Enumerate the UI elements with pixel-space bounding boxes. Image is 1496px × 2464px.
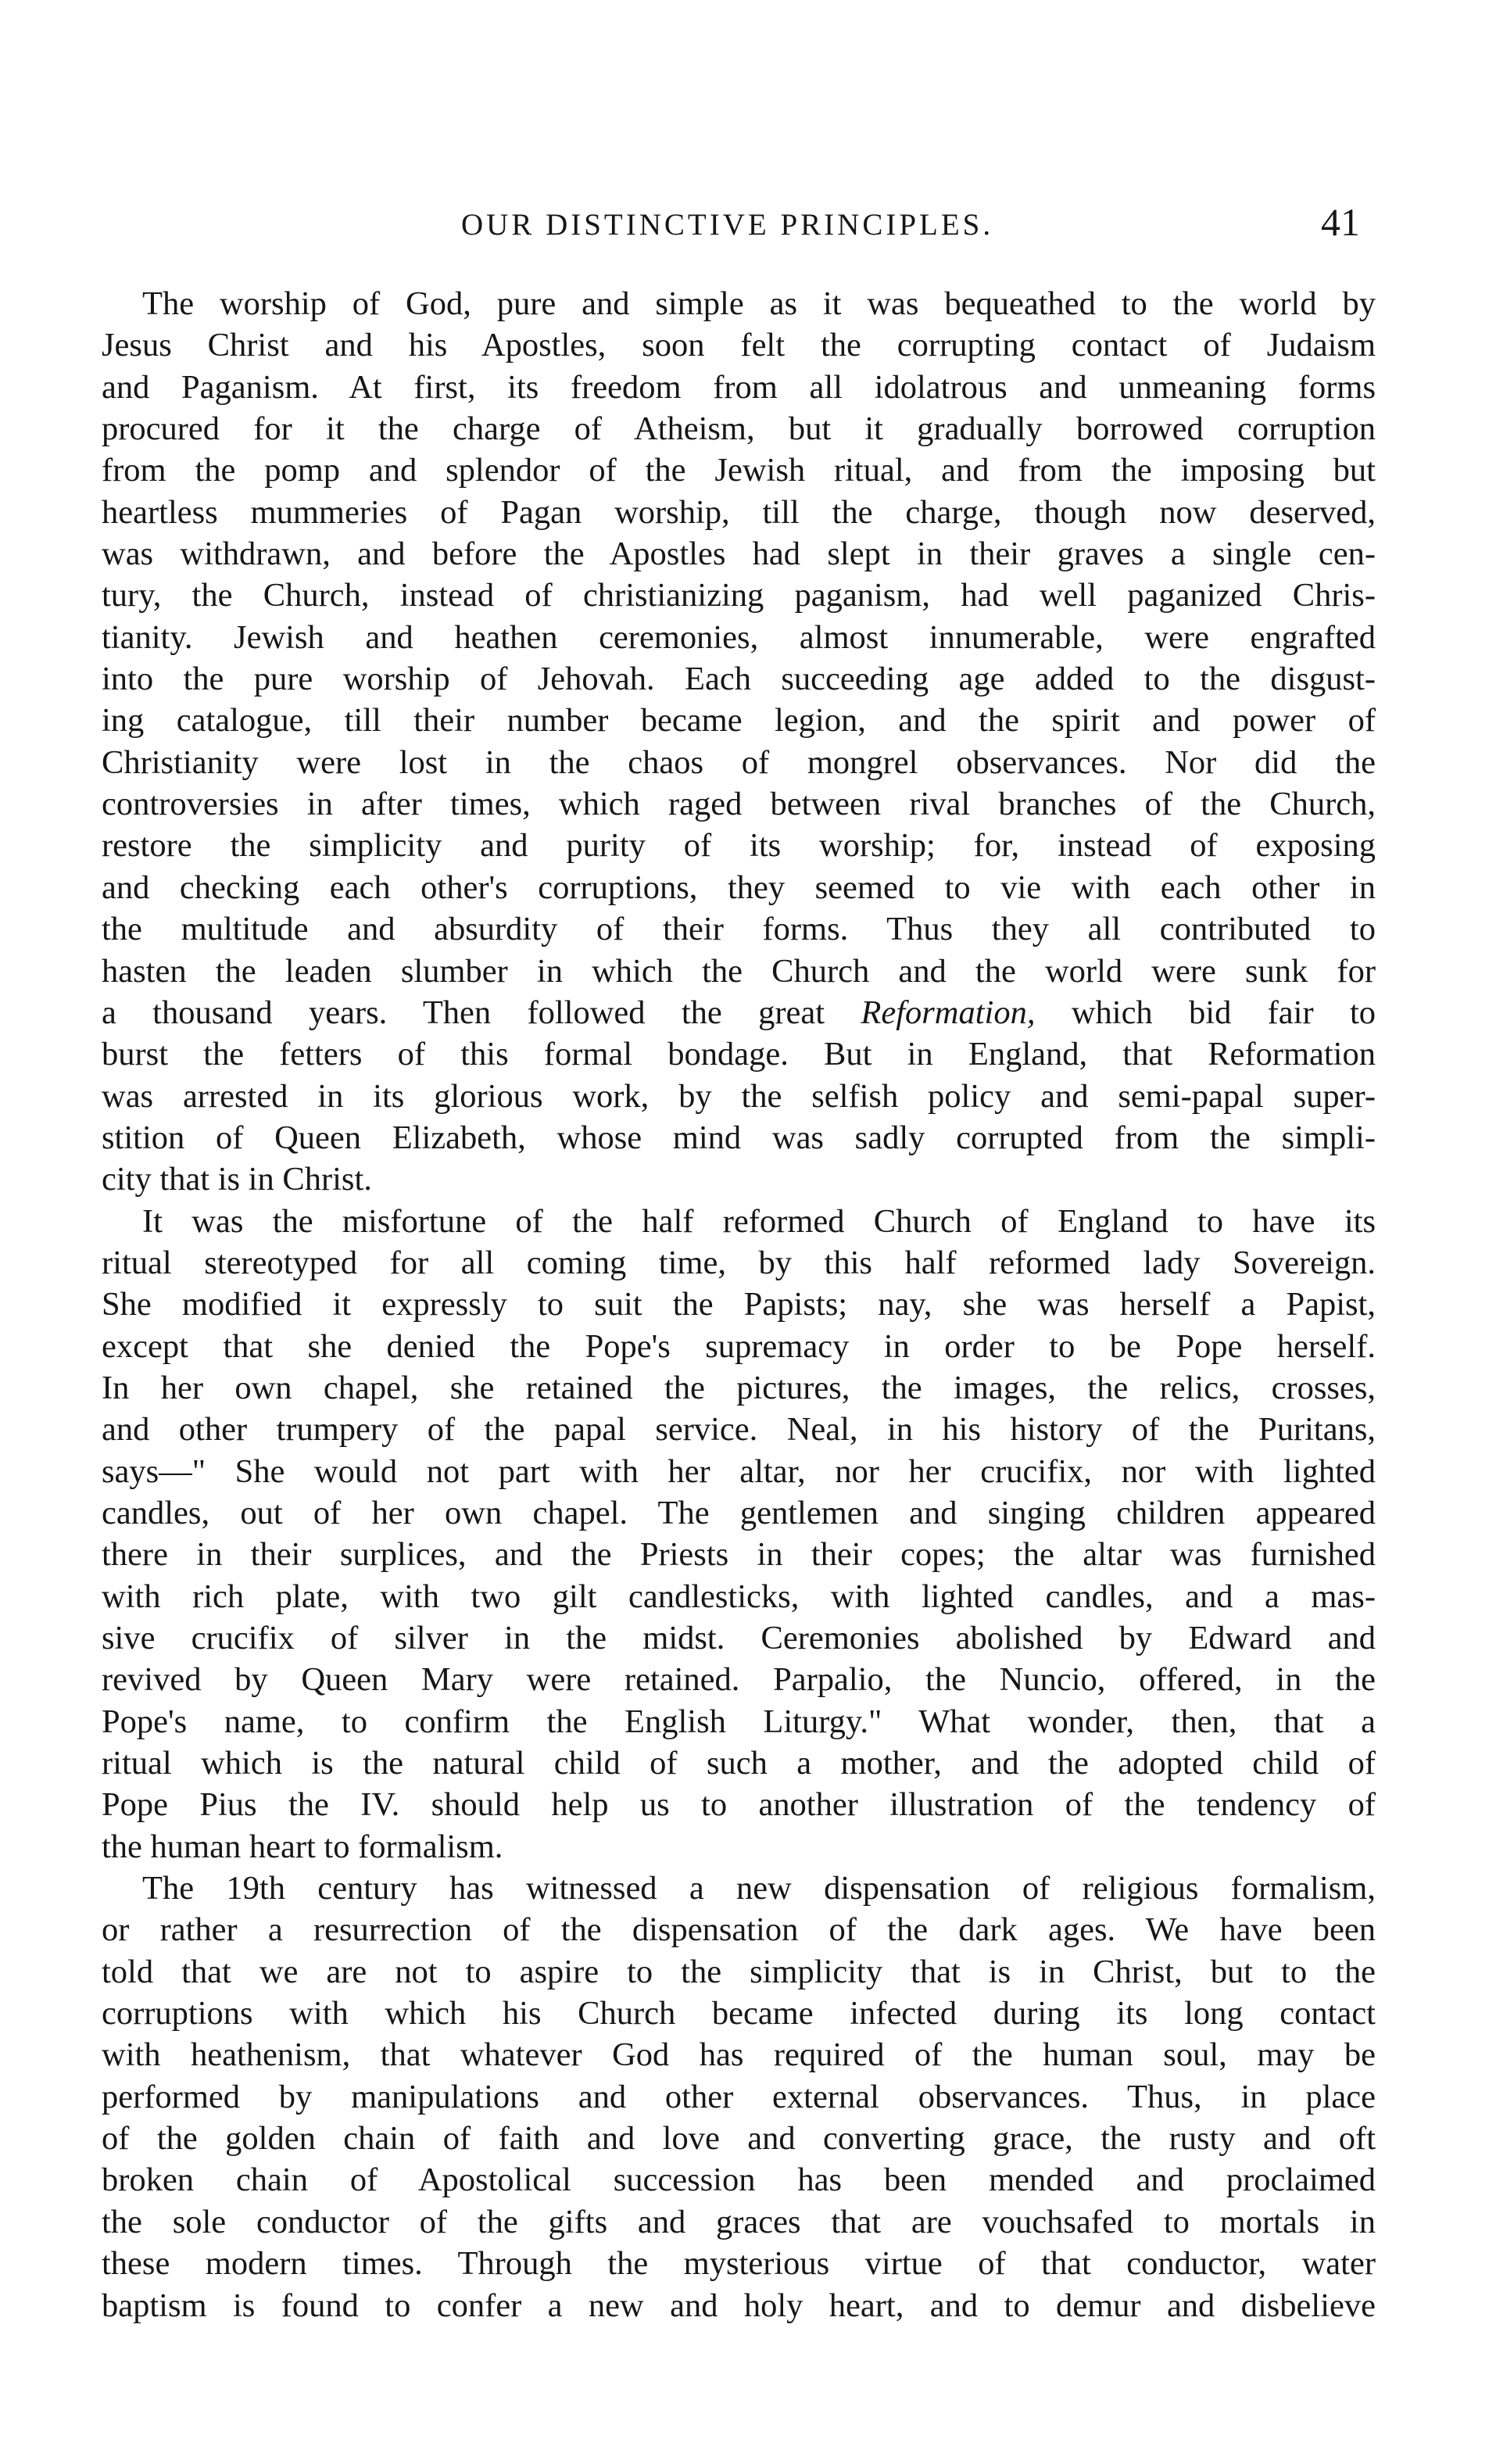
text-line: and other trumpery of the papal service. Neal, in his history of the Puritans, [102,1411,1376,1449]
text-line: told that we are not to aspire to the simplicity that is in Christ, but to the [102,1953,1376,1990]
text-line: Christianity were lost in the chaos of mongrel observances. Nor did the [102,743,1376,781]
text-line: was arrested in its glorious work, by the selfish policy and semi-papal super- [102,1077,1376,1115]
text-line: performed by manipulations and other external observances. Thus, in place [102,2078,1376,2115]
italic-word: Reformation, [861,994,1036,1031]
text-line: The worship of God, pure and simple as it was bequeathed to the world by [142,285,1376,322]
text-line: the sole conductor of the gifts and graces that are vouchsafed to mortals in [102,2203,1376,2240]
text-line: tury, the Church, instead of christianizing paganism, had well paganized Chris- [102,577,1376,614]
text-line: broken chain of Apostolical succession has been mended and proclaimed [102,2161,1376,2199]
text-line: procured for it the charge of Atheism, but it gradually borrowed corruption [102,410,1376,448]
text-line: of the golden chain of faith and love and converting grace, the rusty and oft [102,2120,1376,2158]
text-line: from the pomp and splendor of the Jewish ritual, and from the imposing but [102,452,1376,489]
text-line: with heathenism, that whatever God has required of the human soul, may be [102,2036,1376,2074]
line-segment: a thousand years. Then followed the great [102,994,861,1031]
text-line: burst the fetters of this formal bondage. But in England, that Reformation [102,1036,1376,1073]
text-line: into the pure worship of Jehovah. Each succeeding age added to the disgust- [102,661,1376,698]
text-line: stition of Queen Elizabeth, whose mind was sadly corrupted from the simpli- [102,1119,1376,1156]
text-line: baptism is found to confer a new and holy heart, and to demur and disbelieve [102,2287,1376,2324]
text-line: controversies in after times, which raged between rival branches of the Church, [102,786,1376,823]
text-line: corruptions with which his Church became infected during its long contact [102,1995,1376,2032]
text-line: these modern times. Through the mysterious virtue of that conductor, water [102,2245,1376,2283]
text-line-with-italic [102,992,1376,1033]
text-line: Jesus Christ and his Apostles, soon felt the corrupting contact of Judaism [102,327,1376,364]
running-head [0,202,1496,249]
body-text [102,283,1376,2326]
text-line: the multitude and absurdity of their forms. Thus they all contributed to [102,911,1376,948]
text-line: city that is in Christ. [102,1161,372,1198]
page-number: 41 [1321,200,1360,244]
text-line: or rather a resurrection of the dispensation of the dark ages. We have been [102,1911,1376,1949]
text-line: except that she denied the Pope's supremacy in order to be Pope herself. [102,1327,1376,1365]
text-line: In her own chapel, she retained the pictures, the images, the relics, crosses, [102,1369,1376,1406]
text-line: She modified it expressly to suit the Papists; nay, she was herself a Papist, [102,1286,1376,1323]
running-title: OUR DISTINCTIVE PRINCIPLES. [461,208,994,242]
text-line: hasten the leaden slumber in which the Church and the world were sunk for [102,952,1376,990]
text-line: and Paganism. At first, its freedom from all idolatrous and unmeaning forms [102,368,1376,406]
text-line: and checking each other's corruptions, they seemed to vie with each other in [102,868,1376,906]
text-line: restore the simplicity and purity of its worship; for, instead of exposing [102,827,1376,865]
text-line: It was the misfortune of the half reformed Church of England to have its [142,1202,1376,1240]
text-line: says—" She would not part with her altar, nor her crucifix, nor with lighted [102,1452,1376,1490]
text-line: with rich plate, with two gilt candlesticks, with lighted candles, and a mas- [102,1578,1376,1615]
text-line: The 19th century has witnessed a new dispensation of religious formalism, [142,1870,1376,1907]
text-line: ing catalogue, till their number became legion, and the spirit and power of [102,702,1376,740]
text-line: heartless mummeries of Pagan worship, till the charge, though now deserved, [102,493,1376,531]
text-line: was withdrawn, and before the Apostles had slept in their graves a single cen- [102,535,1376,573]
line-segment: which bid fair to [1035,994,1376,1031]
text-line: sive crucifix of silver in the midst. Ceremonies abolished by Edward and [102,1620,1376,1656]
text-line: revived by Queen Mary were retained. Parpalio, the Nuncio, offered, in the [102,1661,1376,1699]
text-line: there in their surplices, and the Priests in their copes; the altar was furnished [102,1536,1376,1574]
text-line: candles, out of her own chapel. The gentlemen and singing children appeared [102,1494,1376,1531]
text-line: the human heart to formalism. [102,1828,503,1865]
text-line: ritual stereotyped for all coming time, by this half reformed lady Sovereign. [102,1244,1376,1281]
text-line: Pope Pius the IV. should help us to another illustration of the tendency of [102,1786,1376,1824]
text-line: tianity. Jewish and heathen ceremonies, almost innumerable, were engrafted [102,618,1376,656]
text-line: ritual which is the natural child of such a mother, and the adopted child of [102,1745,1376,1782]
text-line: Pope's name, to confirm the English Liturgy." What wonder, then, that a [102,1703,1376,1740]
